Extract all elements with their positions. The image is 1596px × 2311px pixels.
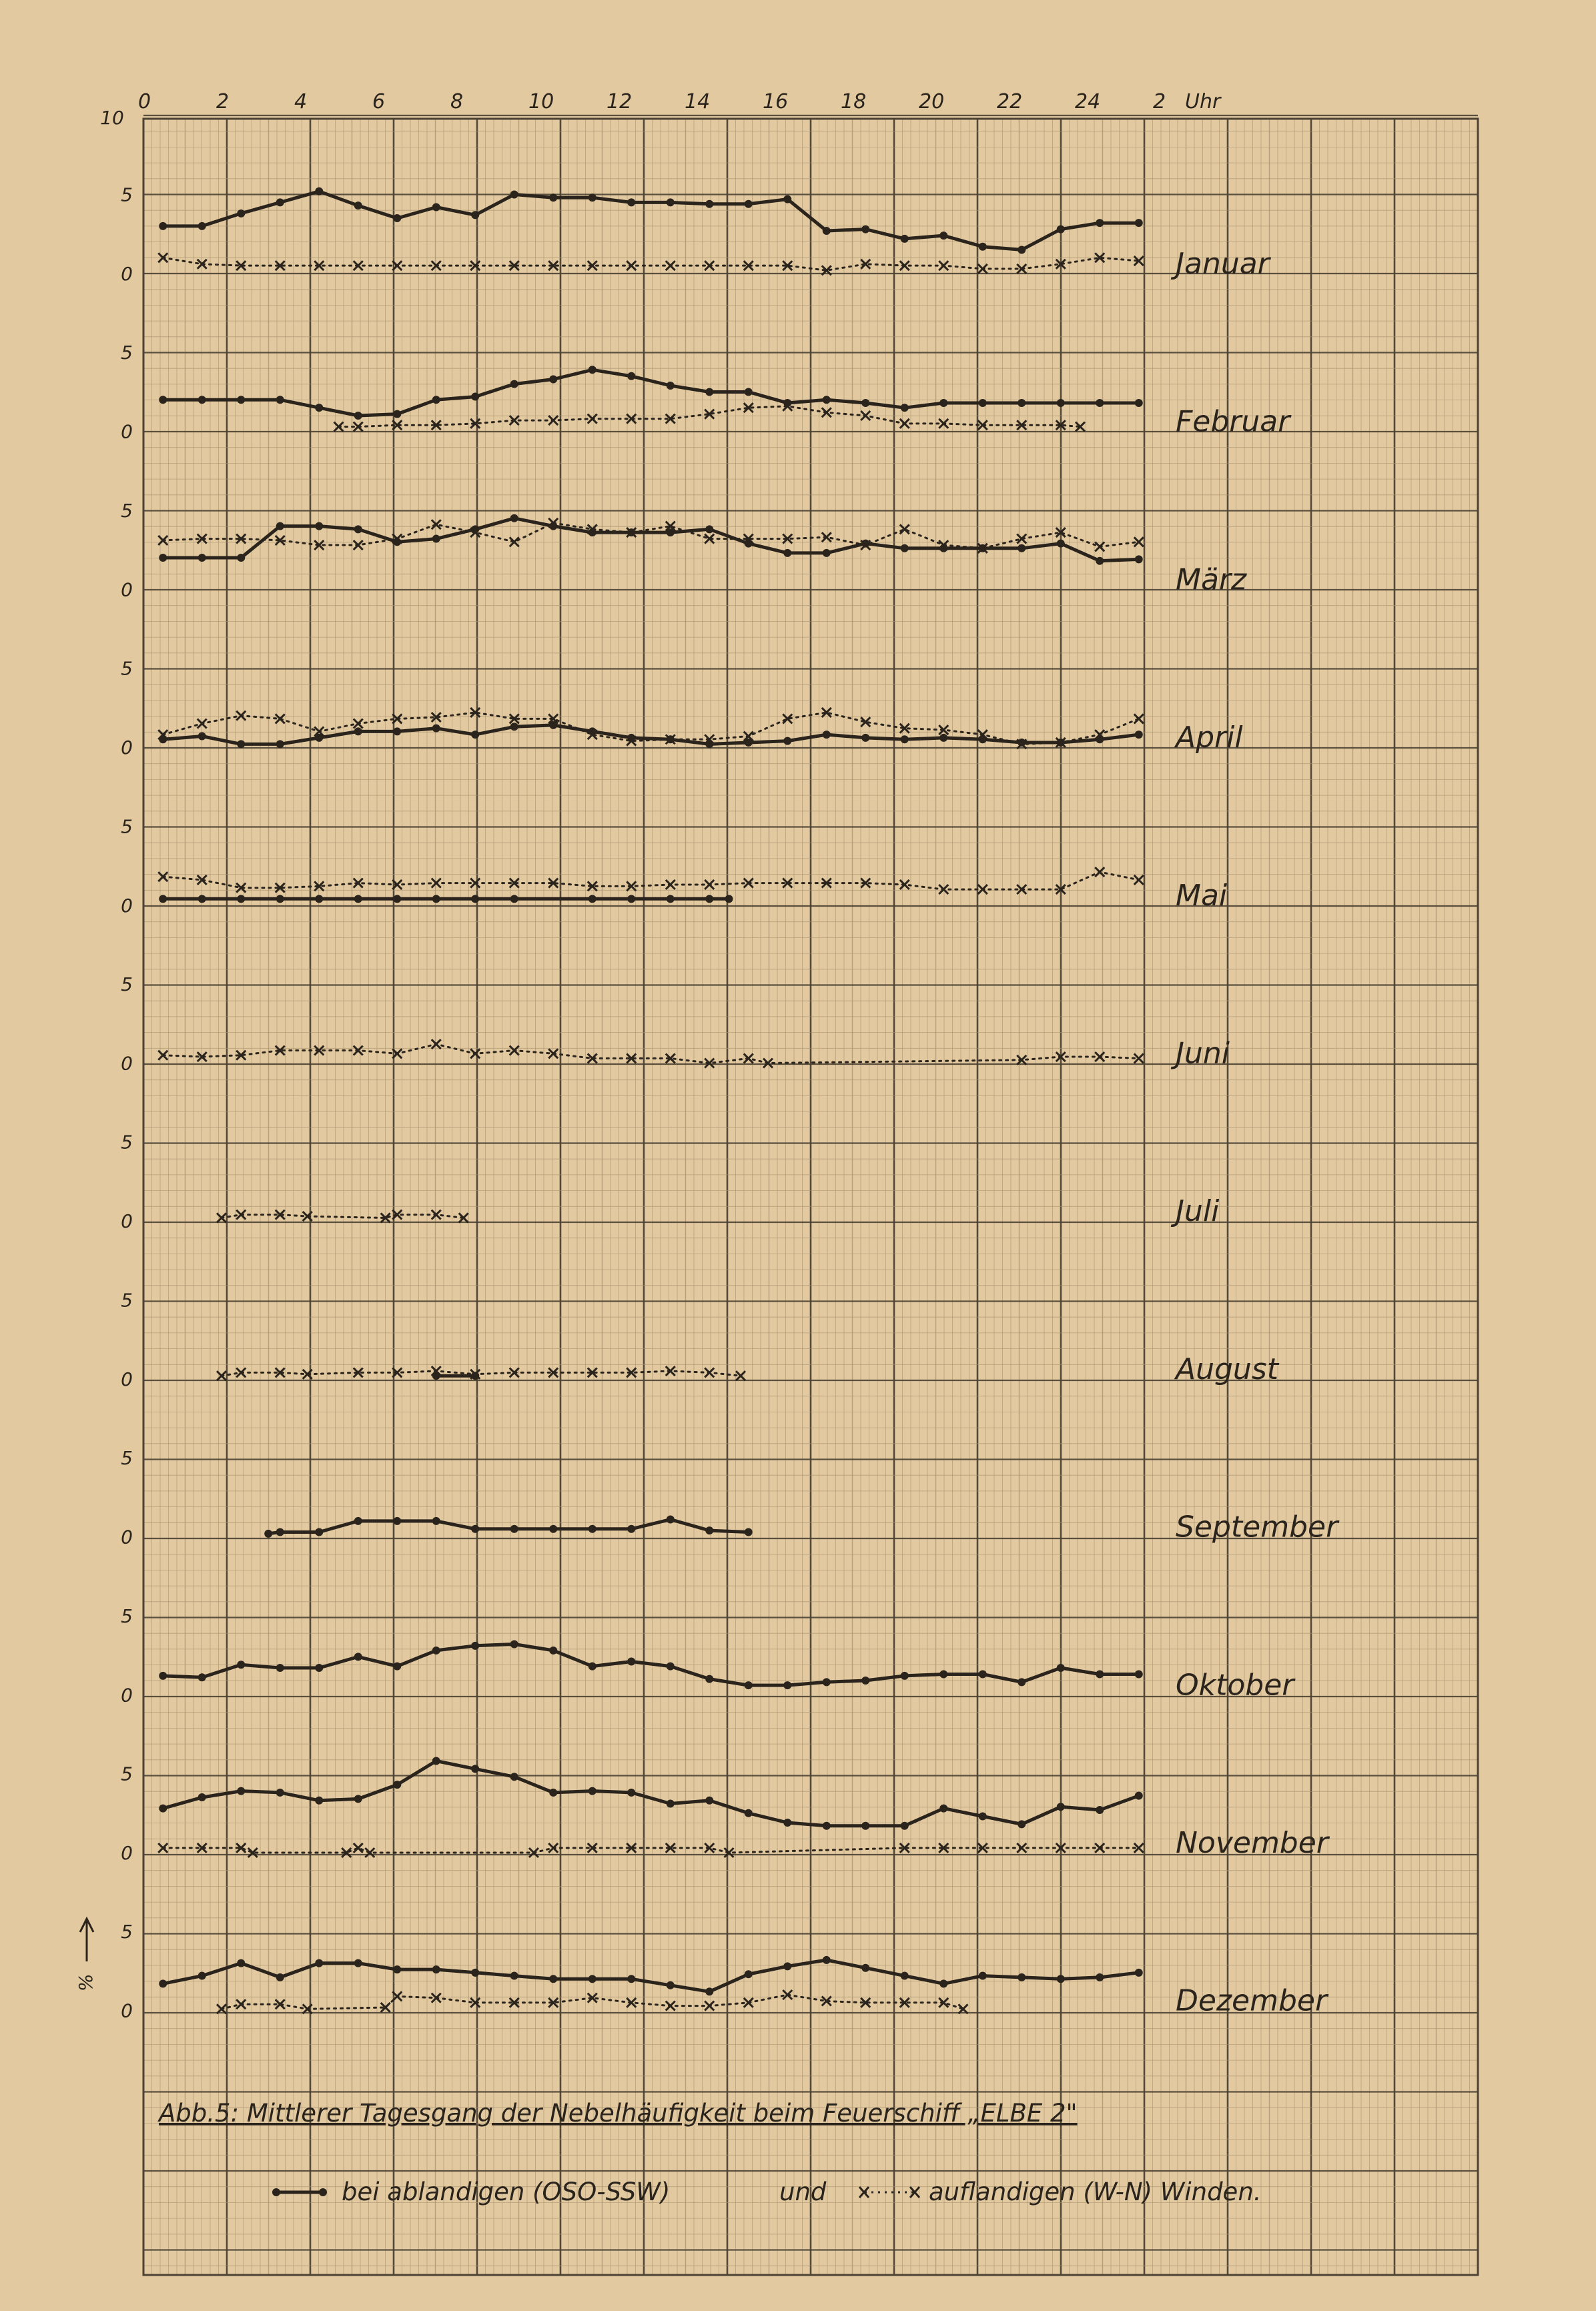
solid-point	[667, 198, 675, 206]
solid-point	[588, 895, 596, 903]
solid-point	[471, 393, 479, 401]
solid-point	[510, 380, 518, 388]
solid-point	[823, 396, 831, 404]
solid-point	[823, 549, 831, 557]
month-label: Mai	[1176, 878, 1228, 913]
solid-point	[198, 396, 206, 404]
solid-point	[783, 1681, 791, 1689]
x-tick-label: 8	[450, 90, 464, 113]
solid-point	[276, 198, 284, 206]
solid-point	[627, 1525, 635, 1533]
month-label: März	[1176, 562, 1247, 597]
x-tick-label: 22	[997, 90, 1023, 113]
solid-point	[237, 554, 245, 562]
solid-point	[705, 1675, 713, 1683]
solid-point	[198, 1673, 206, 1681]
solid-point	[1135, 399, 1143, 407]
solid-point	[1096, 557, 1104, 565]
solid-point	[393, 538, 401, 546]
solid-point	[1057, 1664, 1065, 1672]
solid-point	[549, 193, 557, 201]
solid-point	[861, 225, 869, 234]
y-tick-label-0: 0	[121, 1210, 133, 1233]
x-tick-label: 12	[607, 90, 633, 113]
solid-point	[705, 740, 713, 748]
y-axis-label: %	[75, 1973, 97, 1991]
solid-point	[823, 1678, 831, 1686]
solid-point	[1135, 1792, 1143, 1800]
month-label: Oktober	[1176, 1668, 1294, 1703]
solid-point	[276, 1789, 284, 1797]
solid-point	[1057, 739, 1065, 747]
solid-point	[979, 399, 987, 407]
solid-point	[783, 195, 791, 203]
solid-point	[1135, 731, 1143, 739]
solid-point	[939, 399, 947, 407]
solid-point	[979, 1972, 987, 1980]
solid-point	[745, 739, 753, 747]
solid-point	[901, 1972, 909, 1980]
y-tick-label-5: 5	[121, 183, 133, 206]
month-label: Januar	[1176, 247, 1270, 281]
solid-point	[198, 222, 206, 230]
y-tick-label-0: 0	[121, 263, 133, 285]
solid-point	[1018, 739, 1026, 747]
solid-point	[264, 1530, 272, 1538]
month-label: Februar	[1176, 404, 1290, 439]
solid-point	[315, 1664, 323, 1672]
y-tick-label-0: 0	[121, 1368, 133, 1390]
solid-point	[939, 734, 947, 742]
solid-point	[159, 895, 167, 903]
solid-point	[354, 412, 362, 420]
solid-point	[939, 232, 947, 240]
solid-point	[354, 727, 362, 735]
solid-point	[276, 740, 284, 748]
solid-point	[979, 544, 987, 552]
solid-point	[901, 1672, 909, 1680]
solid-point	[1018, 544, 1026, 552]
solid-point	[1018, 246, 1026, 254]
solid-point	[159, 222, 167, 230]
solid-point	[432, 1647, 440, 1655]
solid-point	[979, 243, 987, 251]
solid-point	[745, 388, 753, 396]
solid-point	[393, 1663, 401, 1671]
solid-point	[901, 544, 909, 552]
solid-point	[510, 1525, 518, 1533]
solid-point	[471, 1525, 479, 1533]
solid-point	[198, 895, 206, 903]
solid-point	[705, 1797, 713, 1805]
x-tick-label: 24	[1075, 90, 1101, 113]
x-tick-label: 4	[294, 90, 308, 113]
solid-point	[823, 731, 831, 739]
solid-point	[705, 1987, 713, 1995]
solid-point	[354, 525, 362, 533]
y-tick-label-5: 5	[121, 499, 133, 522]
solid-point	[510, 1640, 518, 1648]
solid-point	[627, 372, 635, 380]
solid-point	[627, 1658, 635, 1666]
solid-point	[901, 404, 909, 412]
solid-point	[705, 895, 713, 903]
solid-point	[901, 735, 909, 743]
solid-point	[783, 1962, 791, 1970]
solid-point	[823, 227, 831, 235]
solid-point	[705, 525, 713, 533]
solid-point	[1096, 219, 1104, 227]
solid-point	[588, 1663, 596, 1671]
x-axis-unit-label: Uhr	[1185, 90, 1221, 113]
solid-point	[549, 522, 557, 530]
solid-point	[276, 522, 284, 530]
solid-point	[588, 366, 596, 374]
y-tick-label-0: 0	[121, 1526, 133, 1548]
solid-point	[354, 201, 362, 209]
legend-solid-label: bei ablandigen (OSO-SSW)	[342, 2178, 671, 2206]
solid-point	[979, 735, 987, 743]
solid-point	[198, 1793, 206, 1801]
solid-point	[393, 1517, 401, 1525]
solid-point	[237, 1661, 245, 1669]
month-label: Dezember	[1176, 1983, 1328, 2018]
solid-point	[471, 895, 479, 903]
solid-point	[315, 1797, 323, 1805]
solid-point	[393, 410, 401, 418]
solid-point	[861, 540, 869, 548]
solid-point	[725, 895, 733, 903]
solid-point	[667, 1800, 675, 1808]
y-tick-label-5: 5	[121, 1447, 133, 1470]
solid-point	[667, 382, 675, 390]
y-tick-label-5: 5	[121, 1763, 133, 1785]
solid-point	[1057, 225, 1065, 234]
solid-point	[1018, 399, 1026, 407]
solid-point	[159, 1805, 167, 1813]
solid-point	[471, 1642, 479, 1650]
x-tick-label: 6	[372, 90, 386, 113]
x-tick-label: 20	[919, 90, 945, 113]
y-tick-label-0: 0	[121, 420, 133, 443]
x-tick-label: 10	[528, 90, 554, 113]
solid-point	[1096, 1670, 1104, 1678]
chart-title: Abb.5: Mittlerer Tagesgang der Nebelhäufigkeit beim Feuerschiff „ELBE 2"	[159, 2099, 1078, 2128]
solid-point	[627, 1789, 635, 1797]
solid-point	[667, 528, 675, 536]
solid-point	[667, 735, 675, 743]
month-label: August	[1176, 1352, 1278, 1386]
solid-point	[588, 1787, 596, 1795]
solid-point	[471, 525, 479, 533]
solid-point	[667, 1981, 675, 1989]
solid-point	[901, 1822, 909, 1830]
solid-point	[1057, 1803, 1065, 1811]
solid-point	[861, 1822, 869, 1830]
solid-point	[315, 404, 323, 412]
solid-point	[627, 734, 635, 742]
solid-point	[432, 396, 440, 404]
solid-point	[783, 1819, 791, 1827]
legend-cross-label: auflandigen (W-N) Winden.	[929, 2178, 1262, 2206]
legend-solid-dot-start	[272, 2188, 280, 2196]
month-label: November	[1176, 1826, 1328, 1860]
solid-point	[471, 1969, 479, 1977]
solid-point	[861, 1964, 869, 1972]
y-tick-label-5: 5	[121, 1921, 133, 1943]
solid-point	[393, 1781, 401, 1789]
y-tick-label-5: 5	[121, 342, 133, 364]
y-tick-label-5: 5	[121, 1131, 133, 1153]
solid-point	[861, 1677, 869, 1685]
y-tick-label-0: 0	[121, 737, 133, 759]
y-tick-label-0: 0	[121, 1052, 133, 1075]
solid-point	[393, 895, 401, 903]
solid-point	[315, 1528, 323, 1536]
solid-point	[237, 1787, 245, 1795]
solid-point	[432, 203, 440, 211]
solid-point	[393, 727, 401, 735]
solid-point	[471, 1765, 479, 1773]
solid-point	[549, 1525, 557, 1533]
y-tick-label-5: 5	[121, 1289, 133, 1312]
x-tick-label: 14	[685, 90, 711, 113]
x-tick-label: 2	[1153, 90, 1166, 113]
solid-point	[159, 1672, 167, 1680]
solid-point	[198, 554, 206, 562]
solid-point	[354, 1795, 362, 1803]
solid-point	[939, 544, 947, 552]
solid-point	[549, 721, 557, 729]
solid-point	[1096, 1806, 1104, 1814]
y-tick-label-5: 5	[121, 815, 133, 838]
solid-point	[783, 549, 791, 557]
solid-point	[237, 396, 245, 404]
month-label: Juli	[1176, 1194, 1220, 1229]
solid-point	[627, 1975, 635, 1983]
solid-point	[588, 1975, 596, 1983]
solid-point	[627, 895, 635, 903]
solid-point	[1057, 399, 1065, 407]
solid-point	[276, 895, 284, 903]
solid-point	[979, 1812, 987, 1820]
x-tick-label: 18	[841, 90, 867, 113]
solid-point	[588, 528, 596, 536]
solid-point	[549, 1647, 557, 1655]
y-tick-label-0: 0	[121, 1684, 133, 1707]
solid-point	[861, 399, 869, 407]
solid-point	[510, 191, 518, 199]
solid-point	[1018, 1973, 1026, 1981]
solid-point	[705, 200, 713, 208]
solid-point	[745, 1681, 753, 1689]
y-tick-label-top: 10	[100, 107, 124, 129]
solid-point	[159, 396, 167, 404]
solid-point	[667, 1516, 675, 1524]
solid-point	[667, 1663, 675, 1671]
solid-point	[667, 895, 675, 903]
solid-point	[549, 1975, 557, 1983]
solid-point	[1135, 555, 1143, 563]
solid-point	[1057, 1975, 1065, 1983]
solid-point	[745, 1809, 753, 1817]
solid-point	[549, 375, 557, 383]
solid-point	[276, 1973, 284, 1981]
solid-point	[1096, 735, 1104, 743]
solid-point	[276, 396, 284, 404]
solid-point	[510, 723, 518, 731]
solid-point	[471, 211, 479, 219]
solid-point	[315, 1959, 323, 1967]
solid-point	[1096, 399, 1104, 407]
solid-point	[354, 1517, 362, 1525]
solid-point	[159, 735, 167, 743]
solid-point	[745, 1528, 753, 1536]
solid-point	[627, 528, 635, 536]
solid-point	[588, 1525, 596, 1533]
y-tick-label-5: 5	[121, 657, 133, 680]
solid-point	[354, 895, 362, 903]
solid-point	[471, 1372, 479, 1380]
solid-point	[393, 214, 401, 222]
solid-point	[237, 209, 245, 217]
solid-point	[198, 1972, 206, 1980]
solid-point	[1135, 219, 1143, 227]
solid-point	[1018, 1820, 1026, 1828]
solid-point	[471, 731, 479, 739]
solid-point	[432, 1757, 440, 1765]
solid-point	[861, 734, 869, 742]
solid-point	[159, 1979, 167, 1987]
solid-point	[393, 1965, 401, 1973]
solid-point	[432, 535, 440, 543]
solid-point	[510, 514, 518, 522]
solid-point	[549, 1789, 557, 1797]
solid-point	[432, 1965, 440, 1973]
solid-point	[823, 1822, 831, 1830]
solid-point	[627, 198, 635, 206]
solid-point	[823, 1956, 831, 1964]
solid-point	[1018, 1678, 1026, 1686]
solid-point	[354, 1959, 362, 1967]
solid-point	[510, 895, 518, 903]
solid-point	[705, 1526, 713, 1534]
solid-point	[745, 200, 753, 208]
legend-connector: und	[779, 2178, 827, 2206]
legend-solid-dot-end	[319, 2188, 327, 2196]
solid-point	[159, 554, 167, 562]
solid-point	[315, 734, 323, 742]
x-tick-label: 0	[138, 90, 151, 113]
x-tick-label: 16	[763, 90, 789, 113]
solid-point	[315, 895, 323, 903]
solid-point	[315, 187, 323, 195]
solid-point	[1135, 1969, 1143, 1977]
month-label: Juni	[1176, 1036, 1230, 1071]
solid-point	[705, 388, 713, 396]
solid-point	[432, 895, 440, 903]
solid-point	[901, 235, 909, 243]
solid-point	[939, 1979, 947, 1987]
solid-point	[745, 540, 753, 548]
month-label: September	[1176, 1510, 1338, 1544]
solid-point	[432, 1372, 440, 1380]
y-tick-label-0: 0	[121, 1842, 133, 1864]
solid-point	[237, 740, 245, 748]
solid-point	[588, 193, 596, 201]
solid-point	[1135, 1670, 1143, 1678]
solid-point	[315, 522, 323, 530]
solid-point	[237, 895, 245, 903]
y-tick-label-5: 5	[121, 973, 133, 995]
x-tick-label: 2	[216, 90, 230, 113]
solid-point	[979, 1670, 987, 1678]
month-label: April	[1176, 721, 1243, 755]
solid-point	[1057, 540, 1065, 548]
solid-point	[783, 399, 791, 407]
solid-point	[432, 1517, 440, 1525]
solid-point	[237, 1959, 245, 1967]
y-tick-label-5: 5	[121, 1604, 133, 1627]
solid-point	[939, 1670, 947, 1678]
y-tick-label-0: 0	[121, 894, 133, 917]
solid-point	[276, 1664, 284, 1672]
solid-point	[510, 1773, 518, 1781]
solid-point	[276, 1528, 284, 1536]
solid-point	[745, 1970, 753, 1978]
solid-point	[354, 1653, 362, 1661]
solid-point	[198, 733, 206, 741]
graph-paper-grid	[143, 115, 1478, 2275]
y-tick-label-0: 0	[121, 578, 133, 601]
solid-point	[939, 1805, 947, 1813]
solid-point	[432, 725, 440, 733]
solid-point	[588, 727, 596, 735]
solid-point	[510, 1972, 518, 1980]
solid-point	[1096, 1973, 1104, 1981]
y-tick-label-0: 0	[121, 1999, 133, 2022]
solid-point	[783, 737, 791, 745]
